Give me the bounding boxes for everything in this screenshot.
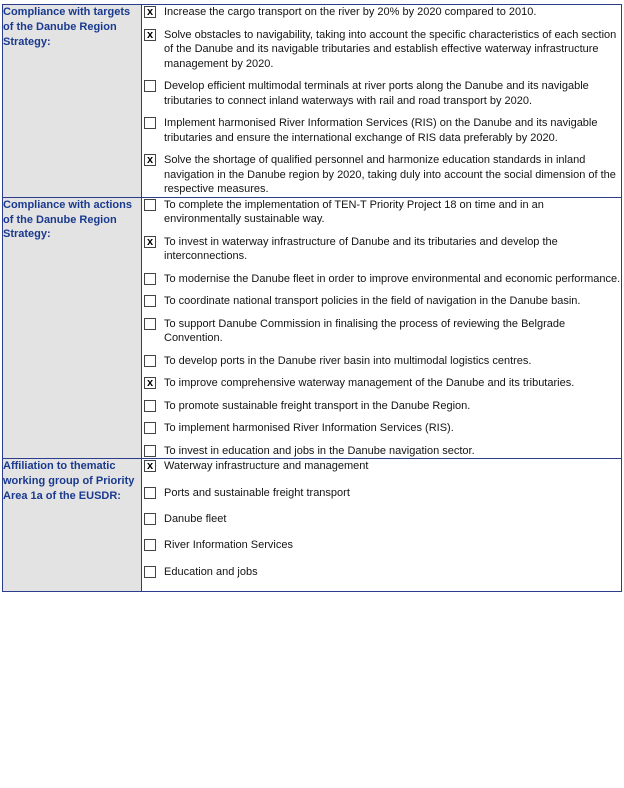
- checkbox-item[interactable]: [142, 512, 621, 526]
- checkbox-icon[interactable]: [144, 29, 156, 41]
- compliance-form-table: [2, 4, 622, 592]
- check-mark: x: [146, 6, 154, 18]
- checkbox-icon[interactable]: [144, 80, 156, 92]
- checkbox-icon[interactable]: [144, 6, 156, 18]
- checkbox-item[interactable]: [142, 444, 621, 459]
- checkbox-label: Solve obstacles to navigability, taking into account the specific characteristics of each section of the Danube and its navigable tributaries and establish effective waterway infrastructure management by 2020.: [164, 28, 617, 70]
- checkbox-icon[interactable]: [144, 199, 156, 211]
- section-label-compliance-actions: Compliance with actions of the Danube Region Strategy:: [3, 197, 142, 459]
- checkbox-icon[interactable]: [144, 445, 156, 457]
- section-row-affiliation-working-group: [3, 459, 622, 591]
- checkbox-icon[interactable]: [144, 539, 156, 551]
- checkbox-icon[interactable]: [144, 422, 156, 434]
- checkbox-icon[interactable]: [144, 460, 156, 472]
- section-items-compliance-targets: [142, 5, 622, 198]
- checkbox-label: To coordinate national transport policies in the field of navigation in the Danube basin.: [164, 295, 581, 308]
- checkbox-item[interactable]: [142, 294, 621, 309]
- checkbox-item[interactable]: [142, 116, 621, 145]
- checkbox-icon[interactable]: [144, 513, 156, 525]
- checkbox-label: To invest in waterway infrastructure of Danube and its tributaries and develop the interconnections.: [164, 235, 558, 263]
- checkbox-label: To develop ports in the Danube river basin into multimodal logistics centres.: [164, 354, 532, 367]
- checkbox-item[interactable]: [142, 28, 621, 72]
- checkbox-item[interactable]: [142, 354, 621, 369]
- checkbox-icon[interactable]: [144, 566, 156, 578]
- checkbox-icon[interactable]: [144, 377, 156, 389]
- section-label-affiliation-working-group: Affiliation to thematic working group of Priority Area 1a of the EUSDR:: [3, 459, 142, 591]
- checkbox-item[interactable]: [142, 79, 621, 108]
- form-body: [3, 5, 622, 592]
- checkbox-icon[interactable]: [144, 295, 156, 307]
- checkbox-item[interactable]: [142, 399, 621, 414]
- checkbox-label: To complete the implementation of TEN-T Priority Project 18 on time and in an environmentally sustainable way.: [164, 198, 544, 226]
- checkbox-icon[interactable]: [144, 487, 156, 499]
- checkbox-label: To improve comprehensive waterway management of the Danube and its tributaries.: [164, 377, 575, 390]
- checkbox-icon[interactable]: [144, 273, 156, 285]
- checkbox-label: Ports and sustainable freight transport: [164, 486, 350, 499]
- checkbox-item[interactable]: [142, 459, 621, 473]
- checkbox-icon[interactable]: [144, 236, 156, 248]
- checkbox-item[interactable]: [142, 421, 621, 436]
- checkbox-item[interactable]: [142, 486, 621, 500]
- checkbox-label: Increase the cargo transport on the river by 20% by 2020 compared to 2010.: [164, 6, 537, 18]
- checkbox-item[interactable]: [142, 376, 621, 391]
- section-row-compliance-targets: [3, 5, 622, 198]
- checkbox-label: Danube fleet: [164, 512, 227, 525]
- checkbox-icon[interactable]: [144, 117, 156, 129]
- checkbox-label: Solve the shortage of qualified personnel and harmonize education standards in inland navigation in the Danube region by 2020, taking duly into account the social dimension of the respective measures.: [164, 154, 616, 196]
- check-mark: x: [146, 235, 154, 248]
- checkbox-label: To implement harmonised River Information Services (RIS).: [164, 422, 454, 435]
- checkbox-icon[interactable]: [144, 355, 156, 367]
- checkbox-icon[interactable]: [144, 154, 156, 166]
- checkbox-item[interactable]: [142, 565, 621, 579]
- checkbox-label: To modernise the Danube fleet in order to improve environmental and economic performance.: [164, 272, 621, 285]
- checkbox-label: To promote sustainable freight transport in the Danube Region.: [164, 399, 471, 412]
- check-mark: x: [146, 154, 154, 167]
- check-mark: x: [146, 28, 154, 41]
- checkbox-item[interactable]: [142, 198, 621, 227]
- checkbox-label: Education and jobs: [164, 565, 258, 578]
- checkbox-label: To support Danube Commission in finalising the process of reviewing the Belgrade Convention.: [164, 317, 566, 345]
- check-mark: x: [146, 460, 154, 473]
- checkbox-label: River Information Services: [164, 539, 293, 552]
- checkbox-icon[interactable]: [144, 400, 156, 412]
- checkbox-label: To invest in education and jobs in the Danube navigation sector.: [164, 444, 475, 457]
- checkbox-item[interactable]: [142, 272, 621, 287]
- checkbox-item[interactable]: [142, 153, 621, 197]
- checkbox-item[interactable]: [142, 538, 621, 552]
- section-label-compliance-targets: Compliance with targets of the Danube Region Strategy:: [3, 5, 142, 198]
- section-row-compliance-actions: [3, 197, 622, 459]
- checkbox-label: Waterway infrastructure and management: [164, 460, 369, 473]
- section-items-affiliation-working-group: [142, 459, 622, 591]
- checkbox-item[interactable]: [142, 235, 621, 264]
- form-sheet: [0, 4, 624, 788]
- checkbox-item[interactable]: [142, 317, 621, 346]
- check-mark: x: [146, 377, 154, 390]
- checkbox-label: Implement harmonised River Information Services (RIS) on the Danube and its navigable tributaries and ensure the international exchange of RIS data preferably by 2020.: [164, 117, 598, 144]
- checkbox-label: Develop efficient multimodal terminals at river ports along the Danube and its navigable tributaries to connect inland waterways with rail and road transport by 2020.: [164, 80, 589, 107]
- checkbox-item[interactable]: [142, 5, 621, 20]
- section-items-compliance-actions: [142, 197, 622, 459]
- checkbox-icon[interactable]: [144, 318, 156, 330]
